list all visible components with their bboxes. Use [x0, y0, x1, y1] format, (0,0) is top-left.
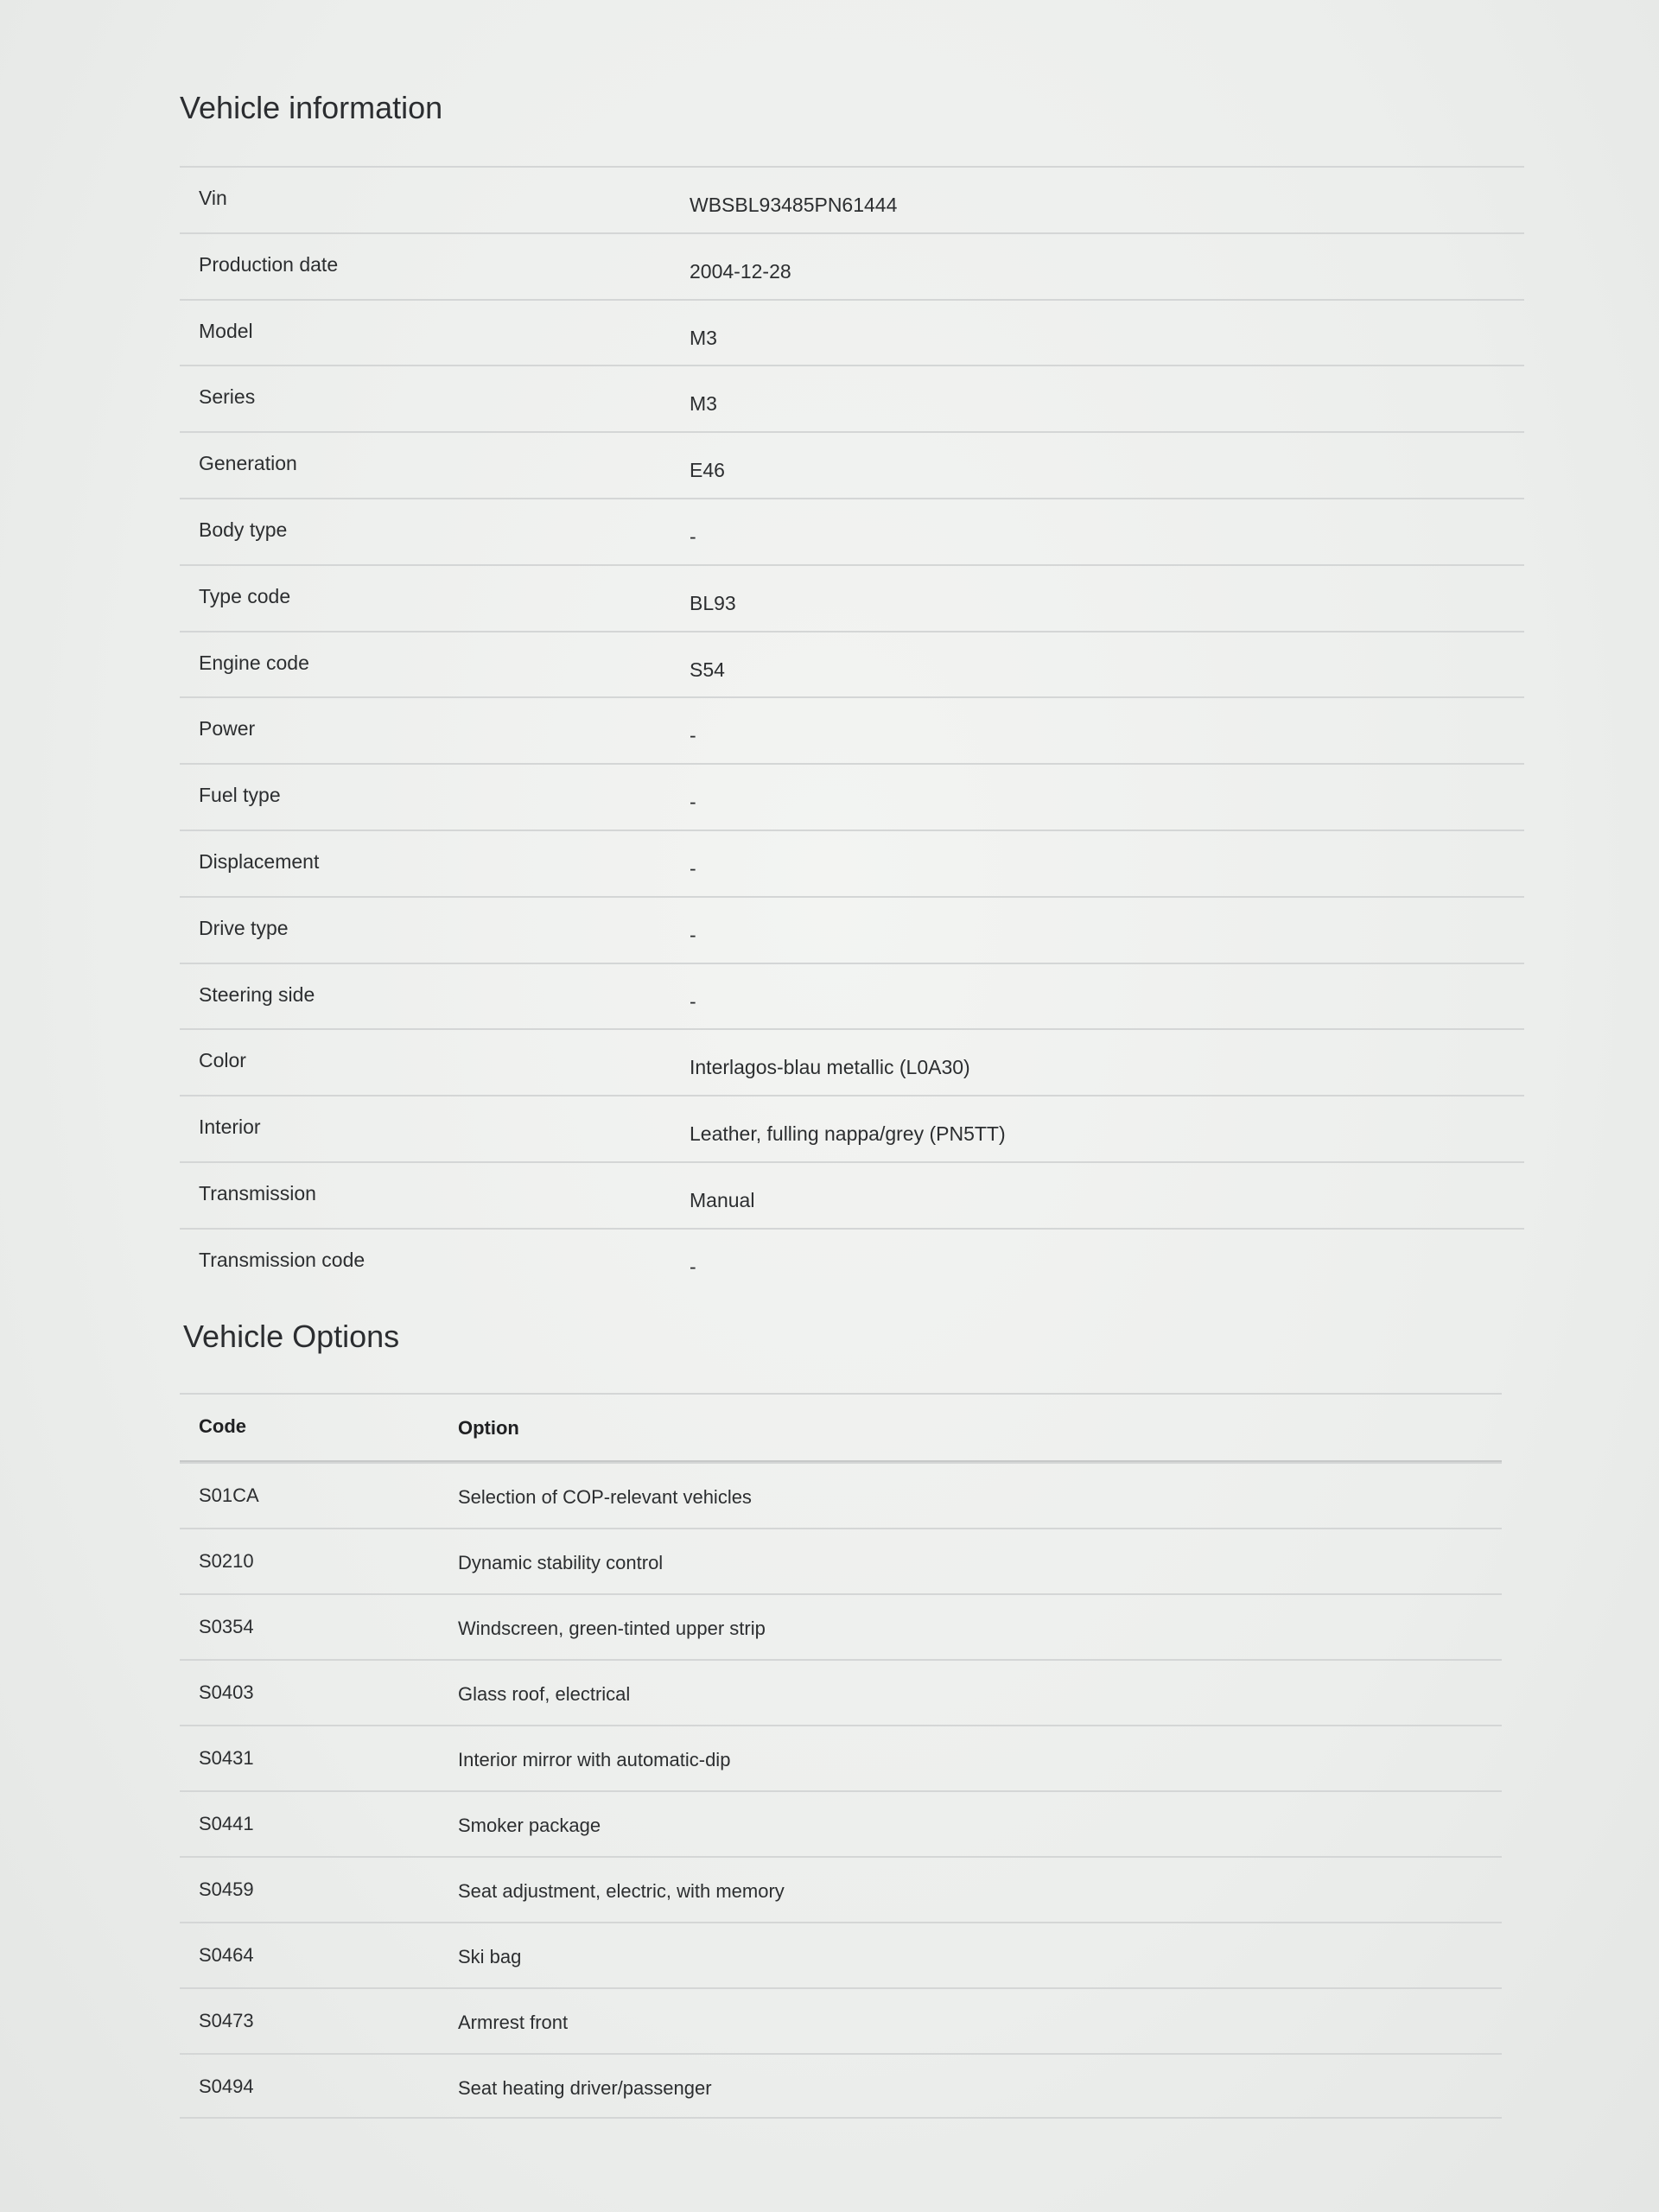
option-row — [180, 1856, 1502, 1922]
info-row-body-type — [180, 498, 1524, 564]
info-value: BL93 — [690, 591, 736, 614]
option-row — [180, 1790, 1502, 1856]
info-value: - — [690, 923, 696, 946]
vehicle-options-table — [180, 1393, 1502, 2119]
info-label: Color — [199, 1049, 246, 1072]
vehicle-options-title: Vehicle Options — [183, 1319, 400, 1354]
info-value: M3 — [690, 392, 717, 416]
option-code: S0464 — [199, 1944, 254, 1966]
option-code: S0210 — [199, 1550, 254, 1572]
option-row — [180, 1922, 1502, 1987]
info-row-vin — [180, 166, 1524, 232]
info-label: Interior — [199, 1116, 261, 1139]
option-code: S0473 — [199, 2010, 254, 2031]
info-row-engine-code — [180, 631, 1524, 697]
option-code: S0459 — [199, 1878, 254, 1900]
option-name: Interior mirror with automatic-dip — [458, 1749, 731, 1770]
info-value: - — [690, 1255, 696, 1278]
info-label: Displacement — [199, 849, 320, 873]
info-row-color — [180, 1028, 1524, 1095]
info-value: E46 — [690, 459, 725, 482]
info-value: - — [690, 791, 696, 814]
info-label: Transmission code — [199, 1248, 365, 1271]
column-header-option: Option — [458, 1417, 519, 1439]
option-name: Seat adjustment, electric, with memory — [458, 1880, 785, 1902]
option-code: S0403 — [199, 1681, 254, 1703]
info-row-interior — [180, 1095, 1524, 1161]
option-name: Ski bag — [458, 1946, 522, 1967]
info-row-transmission-code — [180, 1228, 1524, 1294]
info-row-drive-type — [180, 896, 1524, 963]
info-row-steering-side — [180, 963, 1524, 1029]
info-value: Interlagos-blau metallic (L0A30) — [690, 1056, 970, 1079]
info-label: Generation — [199, 452, 297, 475]
info-row-generation — [180, 431, 1524, 498]
option-code: S0431 — [199, 1747, 254, 1769]
option-code: S0441 — [199, 1813, 254, 1834]
info-value: S54 — [690, 658, 725, 681]
option-name: Selection of COP-relevant vehicles — [458, 1486, 752, 1508]
info-label: Body type — [199, 518, 288, 541]
info-label: Production date — [199, 252, 339, 276]
info-label: Transmission — [199, 1181, 316, 1205]
info-row-production-date — [180, 232, 1524, 299]
option-row — [180, 2053, 1502, 2119]
option-name: Glass roof, electrical — [458, 1683, 631, 1705]
option-name: Smoker package — [458, 1815, 601, 1836]
info-value: M3 — [690, 326, 717, 349]
option-row — [180, 1725, 1502, 1790]
options-header-row — [180, 1393, 1502, 1462]
info-row-model — [180, 299, 1524, 365]
vehicle-information-table — [180, 166, 1524, 1294]
info-label: Fuel type — [199, 784, 281, 807]
info-value: - — [690, 724, 696, 747]
vehicle-information-title: Vehicle information — [180, 90, 443, 125]
option-name: Dynamic stability control — [458, 1552, 664, 1573]
info-label: Drive type — [199, 916, 289, 939]
option-name: Windscreen, green-tinted upper strip — [458, 1618, 766, 1639]
info-row-series — [180, 365, 1524, 431]
option-name: Armrest front — [458, 2012, 569, 2033]
info-value: - — [690, 524, 696, 548]
info-label: Steering side — [199, 982, 315, 1006]
option-row — [180, 1528, 1502, 1593]
info-label: Power — [199, 717, 256, 741]
info-value: Manual — [690, 1188, 755, 1211]
info-value: Leather, fulling nappa/grey (PN5TT) — [690, 1122, 1006, 1146]
info-row-power — [180, 696, 1524, 763]
info-row-fuel-type — [180, 763, 1524, 830]
info-row-displacement — [180, 830, 1524, 896]
info-label: Type code — [199, 584, 291, 607]
info-row-transmission — [180, 1161, 1524, 1228]
info-label: Vin — [199, 187, 227, 209]
info-value: - — [690, 989, 696, 1013]
option-row — [180, 1659, 1502, 1725]
info-row-type-code — [180, 564, 1524, 631]
option-row — [180, 1462, 1502, 1528]
option-code: S01CA — [199, 1484, 259, 1506]
info-label: Series — [199, 385, 256, 409]
option-code: S0494 — [199, 2075, 254, 2097]
option-row — [180, 1987, 1502, 2053]
info-value: 2004-12-28 — [690, 259, 791, 283]
option-code: S0354 — [199, 1616, 254, 1637]
option-row — [180, 1593, 1502, 1659]
option-name: Seat heating driver/passenger — [458, 2077, 712, 2099]
info-label: Model — [199, 319, 253, 342]
info-value: WBSBL93485PN61444 — [690, 194, 898, 216]
info-value: - — [690, 856, 696, 880]
info-label: Engine code — [199, 651, 309, 674]
column-header-code: Code — [199, 1415, 246, 1437]
